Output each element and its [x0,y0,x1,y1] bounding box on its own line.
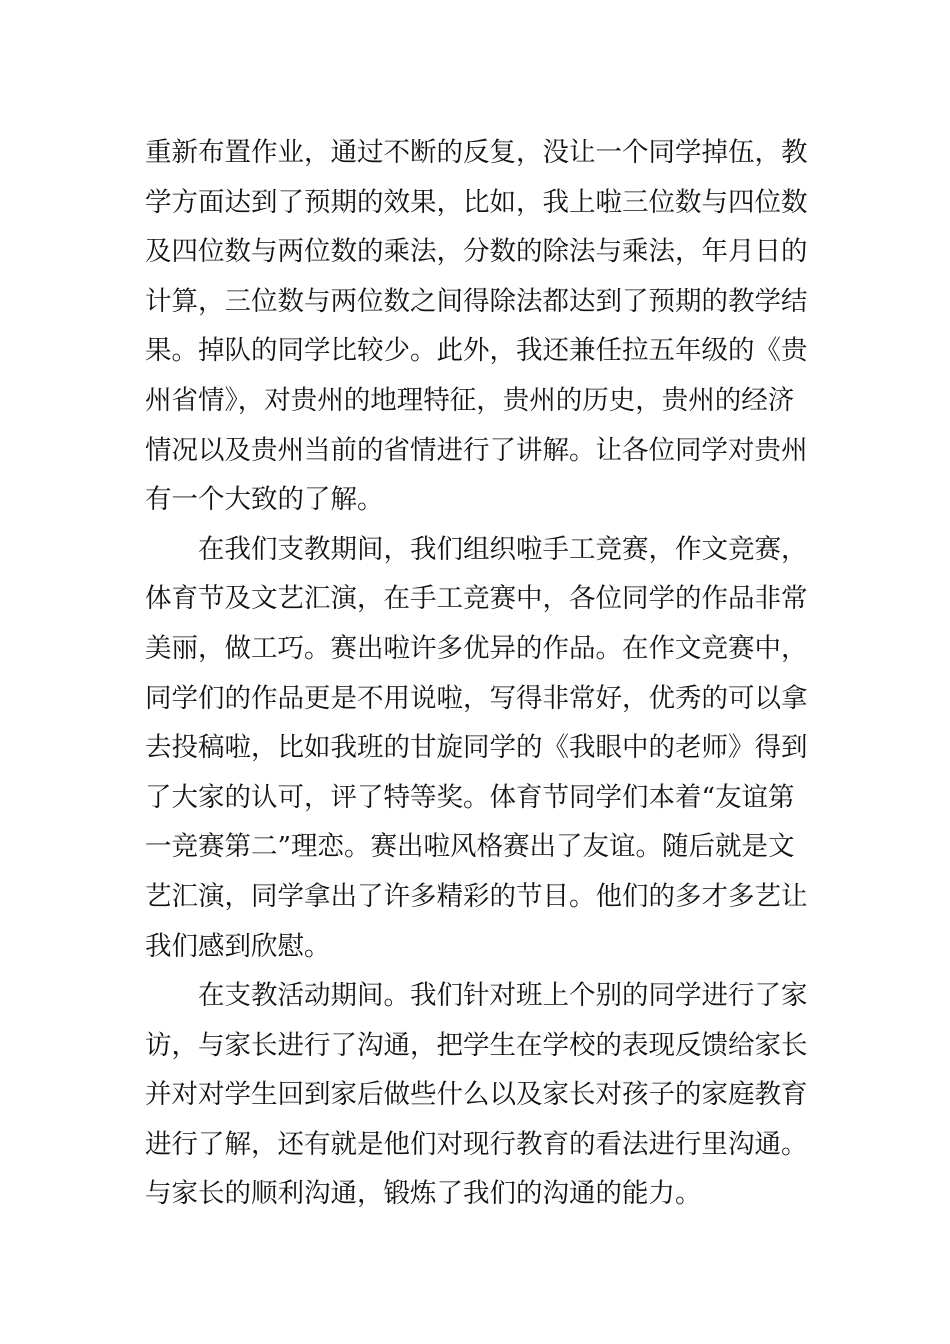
body-text [145,128,810,1219]
text-line: 有一个大致的了解。 [145,484,384,516]
text-line: 访，与家长进行了沟通，把学生在学校的表现反馈给家长 [145,1029,808,1061]
text-line: 一竞赛第二”理恋。赛出啦风格赛出了友谊。随后就是文 [145,831,795,863]
text-line: 果。掉队的同学比较少。此外，我还兼任拉五年级的《贵 [145,335,808,367]
text-line: 我们感到欣慰。 [145,930,331,962]
text-line: 及四位数与两位数的乘法，分数的除法与乘法，年月日的 [145,236,808,268]
text-line: 计算，三位数与两位数之间得除法都达到了预期的教学结 [145,285,808,317]
text-line: 去投稿啦，比如我班的甘旋同学的《我眼中的老师》得到 [145,732,808,764]
text-line: 与家长的顺利沟通，锻炼了我们的沟通的能力。 [145,1178,702,1210]
text-line: 进行了解，还有就是他们对现行教育的看法进行里沟通。 [145,1128,808,1160]
text-line: 并对对学生回到家后做些什么以及家长对孩子的家庭教育 [145,1079,808,1111]
text-line: 艺汇演，同学拿出了许多精彩的节目。他们的多才多艺让 [145,880,808,912]
text-line: 在支教活动期间。我们针对班上个别的同学进行了家 [145,980,808,1012]
text-line: 州省情》，对贵州的地理特征，贵州的历史，贵州的经济 [145,384,795,416]
paragraph-2 [145,525,810,971]
text-line: 美丽，做工巧。赛出啦许多优异的作品。在作文竞赛中， [145,632,808,664]
text-line: 情况以及贵州当前的省情进行了讲解。让各位同学对贵州 [145,434,808,466]
text-line: 重新布置作业，通过不断的反复，没让一个同学掉伍，教 [145,137,808,168]
text-line: 学方面达到了预期的效果，比如，我上啦三位数与四位数 [145,186,808,218]
paragraph-1 [145,128,810,525]
paragraph-3 [145,971,810,1219]
text-line: 同学们的作品更是不用说啦，写得非常好，优秀的可以拿 [145,682,808,714]
text-line: 在我们支教期间，我们组织啦手工竞赛，作文竞赛， [145,533,808,565]
text-line: 体育节及文艺汇演，在手工竞赛中，各位同学的作品非常 [145,583,808,615]
text-line: 了大家的认可，评了特等奖。体育节同学们本着“友谊第 [145,781,795,813]
